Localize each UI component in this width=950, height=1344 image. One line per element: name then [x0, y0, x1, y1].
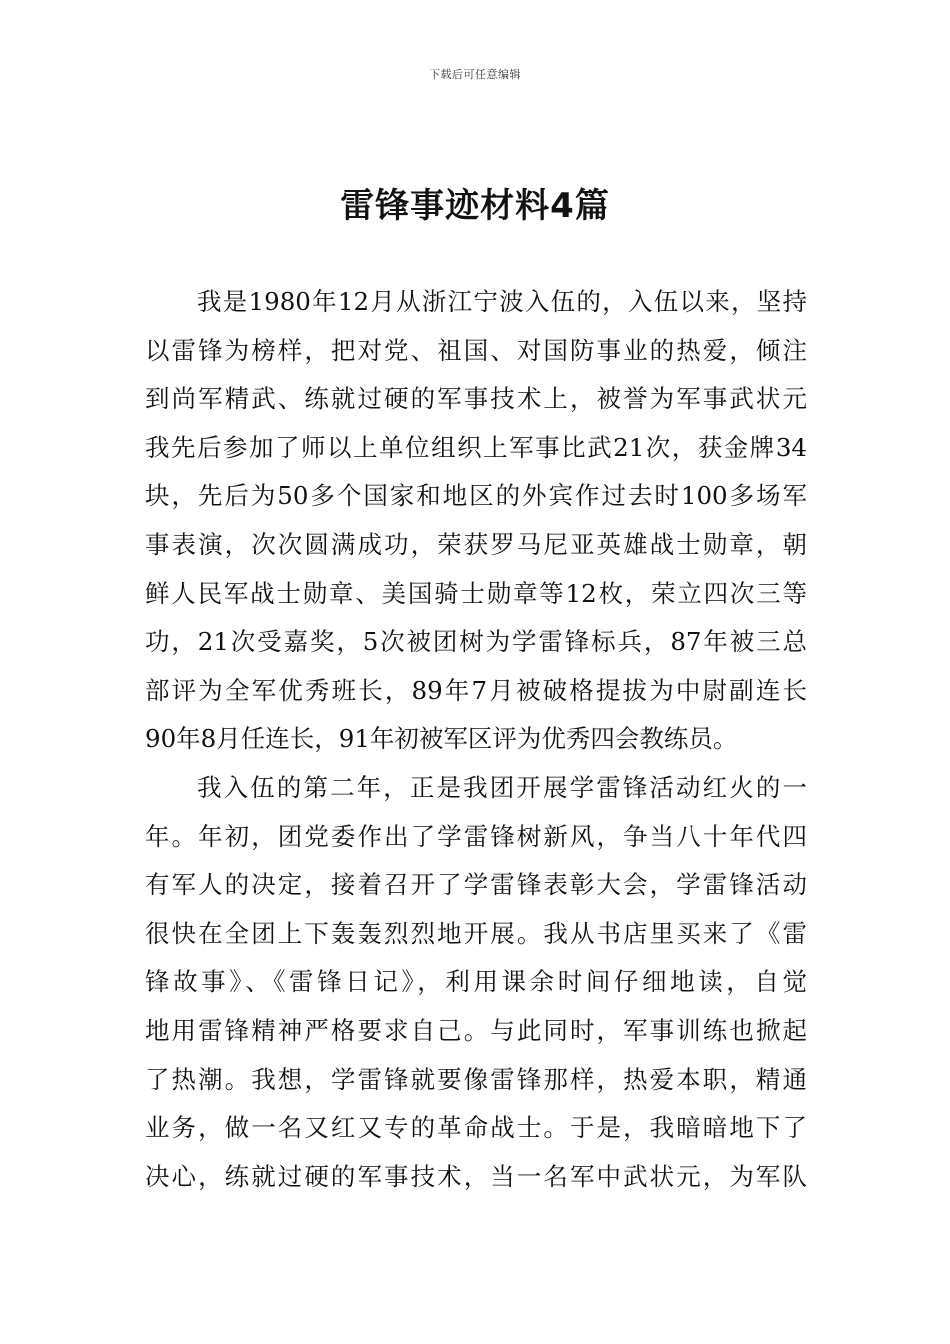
text-line: 鲜人民军战士勋章、美国骑士勋章等12枚，荣立四次三等 [145, 578, 807, 608]
text-line: 锋故事》、《雷锋日记》，利用课余时间仔细地读，自觉 [145, 967, 807, 997]
text-line: 到尚军精武、练就过硬的军事技术上，被誉为军事武状元 [145, 384, 807, 414]
text-line: 很快在全团上下轰轰烈烈地开展。我从书店里买来了《雷 [145, 918, 807, 948]
document-body [145, 278, 807, 1201]
text-line: 了热潮。我想，学雷锋就要像雷锋那样，热爱本职，精通 [145, 1064, 807, 1094]
download-note: 下载后可任意编辑 [429, 68, 521, 81]
text-line: 功，21次受嘉奖，5次被团树为学雷锋标兵，87年被三总 [145, 627, 807, 657]
text-line: 有军人的决定，接着召开了学雷锋表彰大会，学雷锋活动 [145, 870, 807, 900]
text-line: 事表演，次次圆满成功，荣获罗马尼亚英雄战士勋章，朝 [145, 529, 807, 559]
document-title: 雷锋事迹材料4篇 [340, 186, 610, 226]
text-line: 90年8月任连长，91年初被军区评为优秀四会教练员。 [145, 724, 738, 754]
text-line: 年。年初，团党委作出了学雷锋树新风，争当八十年代四 [145, 821, 807, 851]
text-line: 决心，练就过硬的军事技术，当一名军中武状元，为军队 [145, 1161, 807, 1191]
text-line: 我是1980年12月从浙江宁波入伍的，入伍以来，坚持 [197, 287, 807, 316]
text-line: 块，先后为50多个国家和地区的外宾作过去时100多场军 [145, 481, 807, 511]
text-line: 我入伍的第二年，正是我团开展学雷锋活动红火的一 [197, 772, 807, 802]
text-line: 我先后参加了师以上单位组织上军事比武21次，获金牌34 [145, 432, 807, 462]
text-line: 地用雷锋精神严格要求自己。与此同时，军事训练也掀起 [145, 1015, 807, 1045]
text-line: 以雷锋为榜样，把对党、祖国、对国防事业的热爱，倾注 [145, 335, 807, 365]
text-line: 业务，做一名又红又专的革命战士。于是，我暗暗地下了 [145, 1113, 807, 1143]
text-line: 部评为全军优秀班长，89年7月被破格提拔为中尉副连长 [145, 675, 807, 705]
